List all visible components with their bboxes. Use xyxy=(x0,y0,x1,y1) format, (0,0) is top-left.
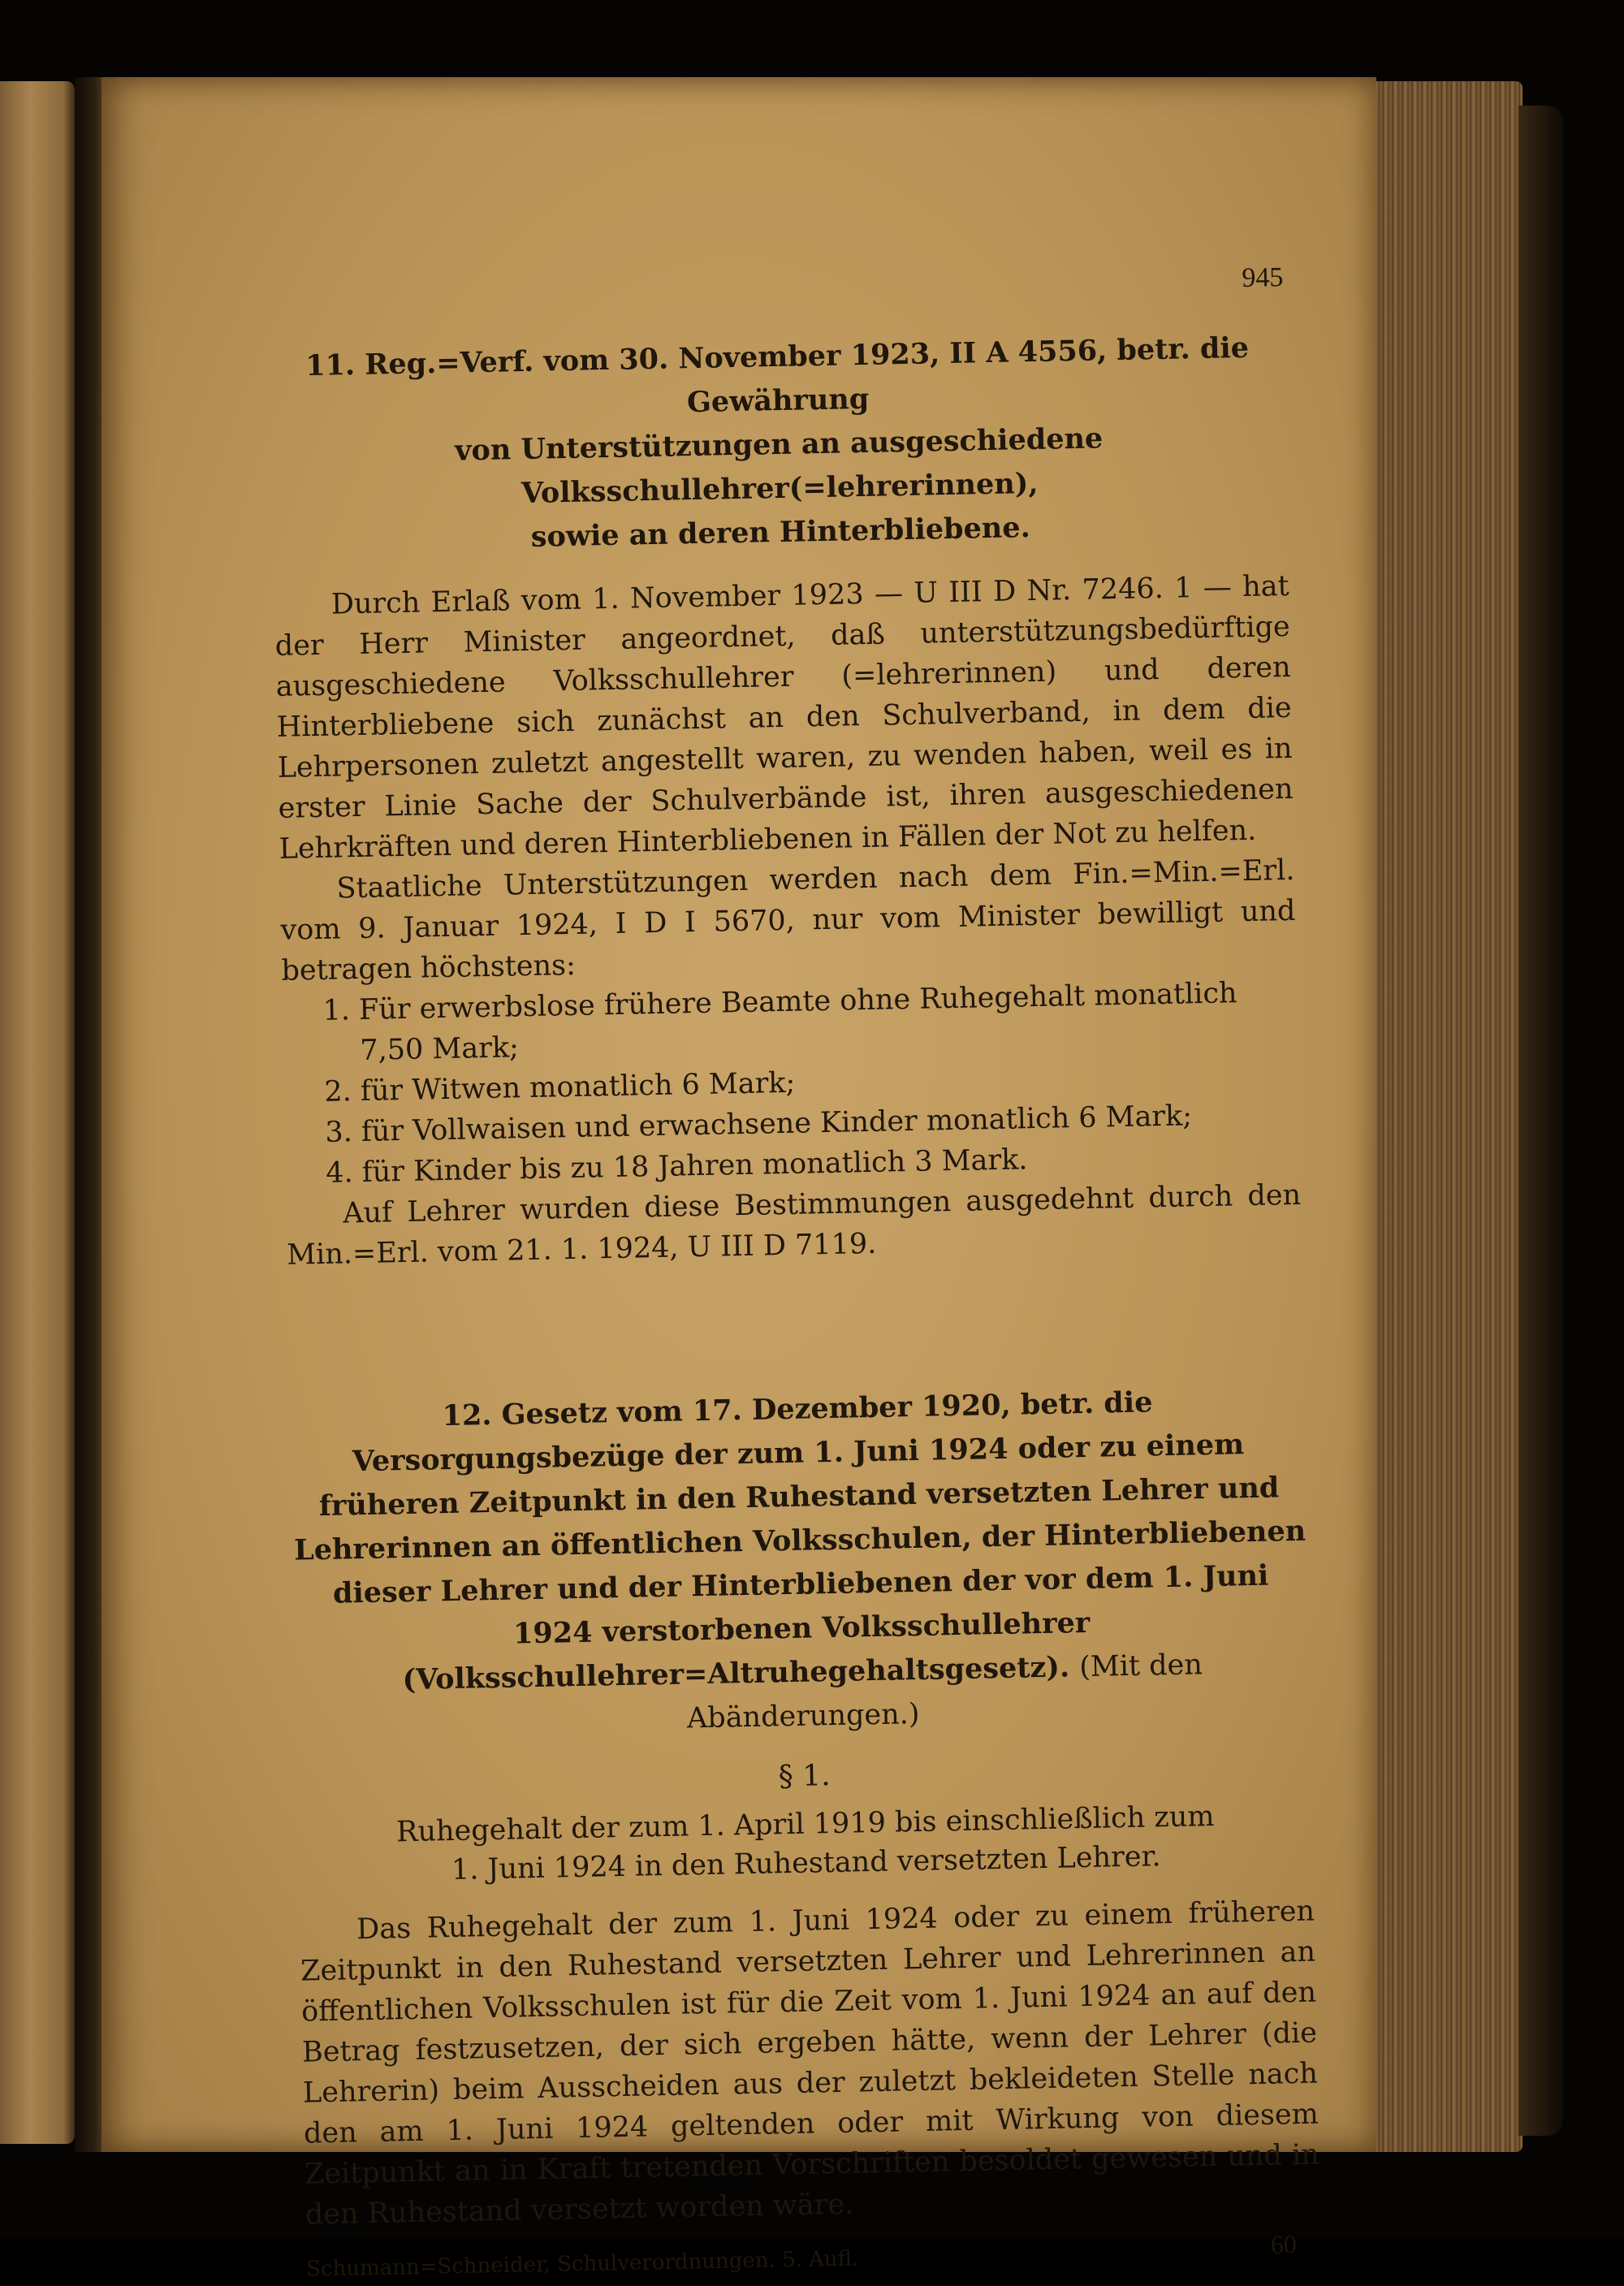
left-facing-page-edge xyxy=(0,81,75,2144)
section-11-heading-line3: sowie an deren Hinterbliebene. xyxy=(530,511,1031,554)
section-12-subheading xyxy=(297,1796,1314,1893)
section-11 xyxy=(268,253,1302,1276)
book-page xyxy=(102,77,1376,2282)
section-12-subheading-line1: Ruhegehalt der zum 1. April 1919 bis einschließlich zum xyxy=(395,1800,1215,1849)
list-item: 1. Für erwerbslose frühere Beamte ohne Ruhegehalt monatlich 7,50 Mark; xyxy=(322,977,1237,1067)
book-cover-edge xyxy=(1518,106,1563,2136)
signature-mark: 60 xyxy=(1270,2229,1298,2259)
section-12-subheading-line2: 1. Juni 1924 in den Ruhestand versetzten Lehrer. xyxy=(451,1840,1161,1887)
list-item: 4. für Kinder bis zu 18 Jahren monatlich 3 Mark. xyxy=(325,1143,1028,1190)
page-text-block xyxy=(268,253,1321,2286)
page-edges-stack xyxy=(1364,81,1522,2152)
section-11-heading-line1: 11. Reg.=Verf. vom 30. November 1923, II A 4556, betr. die Gewährung xyxy=(304,331,1250,420)
section-11-heading-line2: von Unterstützungen an ausgeschiedene Volksschullehrer(=lehrerinnen), xyxy=(454,421,1104,511)
list-item: 3. für Vollwaisen und erwachsene Kinder monatlich 6 Mark; xyxy=(324,1100,1193,1149)
section-12-paragraph: Das Ruhegehalt der zum 1. Juni 1924 oder zu einem früheren Zeitpunkt in den Ruhestand versetzten Lehrer und Lehrerinnen an öffentlichen Volksschulen ist für die Zeit vom 1. Juni 1924 an auf den Betrag festzusetzen, der sich ergeben hätte, wenn der Lehrer (die Lehrerin) beim Ausscheiden aus der zuletzt bekleideten Stelle nach den am 1. Juni 1924 geltenden oder mit Wirkung von diesem Zeitpunkt an in Kraft tretenden Vorschriften besoldet gewesen und in den Ruhestand versetzt worden wäre. xyxy=(300,1895,1320,2232)
section-12-heading-note: (Mit den Abänderungen.) xyxy=(686,1649,1203,1735)
page-number: 945 xyxy=(1242,262,1284,293)
page-footer xyxy=(305,2229,1322,2286)
section-sign: § 1. xyxy=(778,1759,831,1794)
list-item: 2. für Witwen monatlich 6 Mark; xyxy=(324,1066,796,1108)
footer-citation: Schumann=Schneider, Schulverordnungen. 5. Aufl. xyxy=(305,2246,859,2282)
section-11-heading xyxy=(270,326,1289,564)
section-12-heading-text: 12. Gesetz vom 17. Dezember 1920, betr. die Versorgungsbezüge der zum 1. Juni 1924 oder zu einem früheren Zeitpunkt in den Ruhestand versetzten Lehrer und Lehrerinnen an öffentlichen Volksschulen, der Hinterbliebenen dieser Lehrer und der Hinterbliebenen der vor dem 1. Juni 1924 verstorbenen Volksschullehrer (Volksschullehrer=Altruhegehaltsgesetz). xyxy=(293,1385,1307,1697)
section-11-amount-list xyxy=(322,972,1301,1194)
section-11-paragraph-2: Staatliche Unterstützungen werden nach dem Fin.=Min.=Erl. vom 9. Januar 1924, I D I 5670, nur vom Minister bewilligt und betragen höchstens: xyxy=(280,853,1296,987)
section-11-paragraph-3: Auf Lehrer wurden diese Bestimmungen ausgedehnt durch den Min.=Erl. vom 21. 1. 1924, U III D 7119. xyxy=(286,1178,1302,1272)
section-12 xyxy=(287,1256,1320,2236)
section-12-heading xyxy=(290,1378,1311,1748)
section-11-paragraph-1: Durch Erlaß vom 1. November 1923 — U III D Nr. 7246. 1 — hat der Herr Minister angeordnet, daß unterstützungsbedürftige ausgeschiedene Volksschullehrer (=lehrerinnen) und deren Hinterbliebene sich zunächst an den Schulverband, in dem die Lehrpersonen zuletzt angestellt waren, zu wenden haben, weil es in erster Linie Sache der Schulverbände ist, ihren ausgeschiedenen Lehrkräften und deren Hinterbliebenen in Fällen der Not zu helfen. xyxy=(274,569,1294,866)
